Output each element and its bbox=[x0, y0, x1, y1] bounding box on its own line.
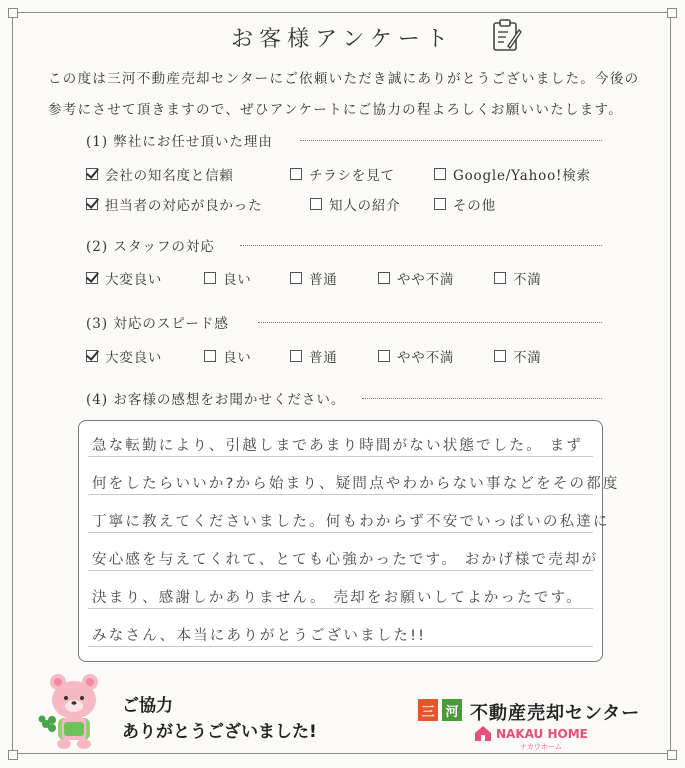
checkbox[interactable] bbox=[86, 272, 98, 284]
section-rule bbox=[240, 245, 602, 246]
thanks-message bbox=[122, 693, 317, 745]
brand-name: NAKAU HOME bbox=[496, 727, 588, 741]
corner-ornament bbox=[667, 750, 677, 760]
page-title: お客様アンケート bbox=[231, 27, 454, 52]
checkbox-option[interactable]: Google/Yahoo!検索 bbox=[434, 164, 591, 184]
checkbox-option[interactable]: 会社の知名度と信頼 bbox=[86, 164, 234, 184]
intro-line: 参考にさせて頂きますので、ぜひアンケートにご協力の程よろしくお願いいたします。 bbox=[48, 102, 624, 118]
checkbox-option[interactable]: やや不満 bbox=[378, 268, 454, 288]
ruled-line bbox=[88, 494, 593, 495]
brand-subtitle: ナカウホーム bbox=[520, 743, 562, 751]
ruled-line bbox=[88, 608, 593, 609]
handwritten-line: 丁寧に教えてくださいました。何もわからず不安でいっぱいの私達に bbox=[92, 514, 610, 530]
checkbox-option[interactable]: チラシを見て bbox=[290, 164, 395, 184]
checkbox[interactable] bbox=[86, 198, 98, 210]
checkbox-option[interactable]: 良い bbox=[204, 268, 252, 288]
checkbox[interactable] bbox=[290, 168, 302, 180]
checkbox-option[interactable]: 良い bbox=[204, 346, 252, 366]
checkbox-option[interactable]: 担当者の対応が良かった bbox=[86, 194, 262, 214]
ruled-line bbox=[88, 532, 593, 533]
section-title-q4: (4) お客様の感想をお聞かせください。 bbox=[86, 392, 346, 408]
intro-text bbox=[48, 64, 648, 126]
company-name: 不動産売却センター bbox=[470, 703, 641, 724]
logo-mark-mi: 三 bbox=[418, 699, 438, 721]
clipboard-icon bbox=[492, 18, 522, 52]
checkbox[interactable] bbox=[434, 168, 446, 180]
handwritten-line: 何をしたらいいか?から始まり、疑問点やわからない事などをその都度 bbox=[92, 476, 620, 492]
checkbox-option[interactable]: その他 bbox=[434, 194, 496, 214]
checkbox[interactable] bbox=[204, 350, 216, 362]
checkbox[interactable] bbox=[378, 272, 390, 284]
checkbox[interactable] bbox=[494, 272, 506, 284]
checkbox-option[interactable]: 大変良い bbox=[86, 346, 162, 366]
intro-line: この度は三河不動産売却センターにご依頼いただき誠にありがとうございました。今後の bbox=[48, 71, 640, 87]
corner-ornament bbox=[667, 8, 677, 18]
checkbox[interactable] bbox=[310, 198, 322, 210]
ruled-line bbox=[88, 570, 593, 571]
checkbox[interactable] bbox=[290, 350, 302, 362]
section-rule bbox=[300, 140, 602, 141]
section-title-q2: (2) スタッフの対応 bbox=[86, 239, 215, 255]
checkbox-option[interactable]: 大変良い bbox=[86, 268, 162, 288]
checkbox[interactable] bbox=[378, 350, 390, 362]
handwritten-line: 安心感を与えてくれて、とても心強かったです。 おかげ様で売却が bbox=[92, 552, 599, 568]
section-title-q1: (1) 弊社にお任せ頂いた理由 bbox=[86, 134, 273, 150]
section-rule bbox=[362, 398, 602, 399]
handwritten-line: 決まり、感謝しかありません。 売却をお願いしてよかったです。 bbox=[92, 590, 583, 606]
checkbox-option[interactable]: 不満 bbox=[494, 346, 542, 366]
section-title-q3: (3) 対応のスピード感 bbox=[86, 316, 229, 332]
checkbox[interactable] bbox=[434, 198, 446, 210]
checkbox-option[interactable]: 知人の紹介 bbox=[310, 194, 401, 214]
corner-ornament bbox=[8, 750, 18, 760]
checkbox-option[interactable]: やや不満 bbox=[378, 346, 454, 366]
thanks-line: ご協力 bbox=[122, 696, 173, 716]
handwritten-line: 急な転勤により、引越しまであまり時間がない状態でした。 まず bbox=[92, 438, 584, 454]
checkbox-option[interactable]: 普通 bbox=[290, 268, 338, 288]
checkbox[interactable] bbox=[86, 168, 98, 180]
corner-ornament bbox=[8, 8, 18, 18]
checkbox[interactable] bbox=[86, 350, 98, 362]
bear-mascot-icon bbox=[38, 672, 110, 752]
house-icon bbox=[474, 724, 492, 742]
checkbox[interactable] bbox=[290, 272, 302, 284]
logo-mark-kawa: 河 bbox=[442, 699, 462, 721]
checkbox-option[interactable]: 普通 bbox=[290, 346, 338, 366]
section-rule bbox=[258, 322, 602, 323]
handwritten-line: みなさん、本当にありがとうございました!! bbox=[92, 628, 427, 644]
checkbox[interactable] bbox=[494, 350, 506, 362]
checkbox[interactable] bbox=[204, 272, 216, 284]
ruled-line bbox=[88, 456, 593, 457]
checkbox-option[interactable]: 不満 bbox=[494, 268, 542, 288]
ruled-line bbox=[88, 646, 593, 647]
thanks-line: ありがとうございました! bbox=[122, 722, 317, 742]
